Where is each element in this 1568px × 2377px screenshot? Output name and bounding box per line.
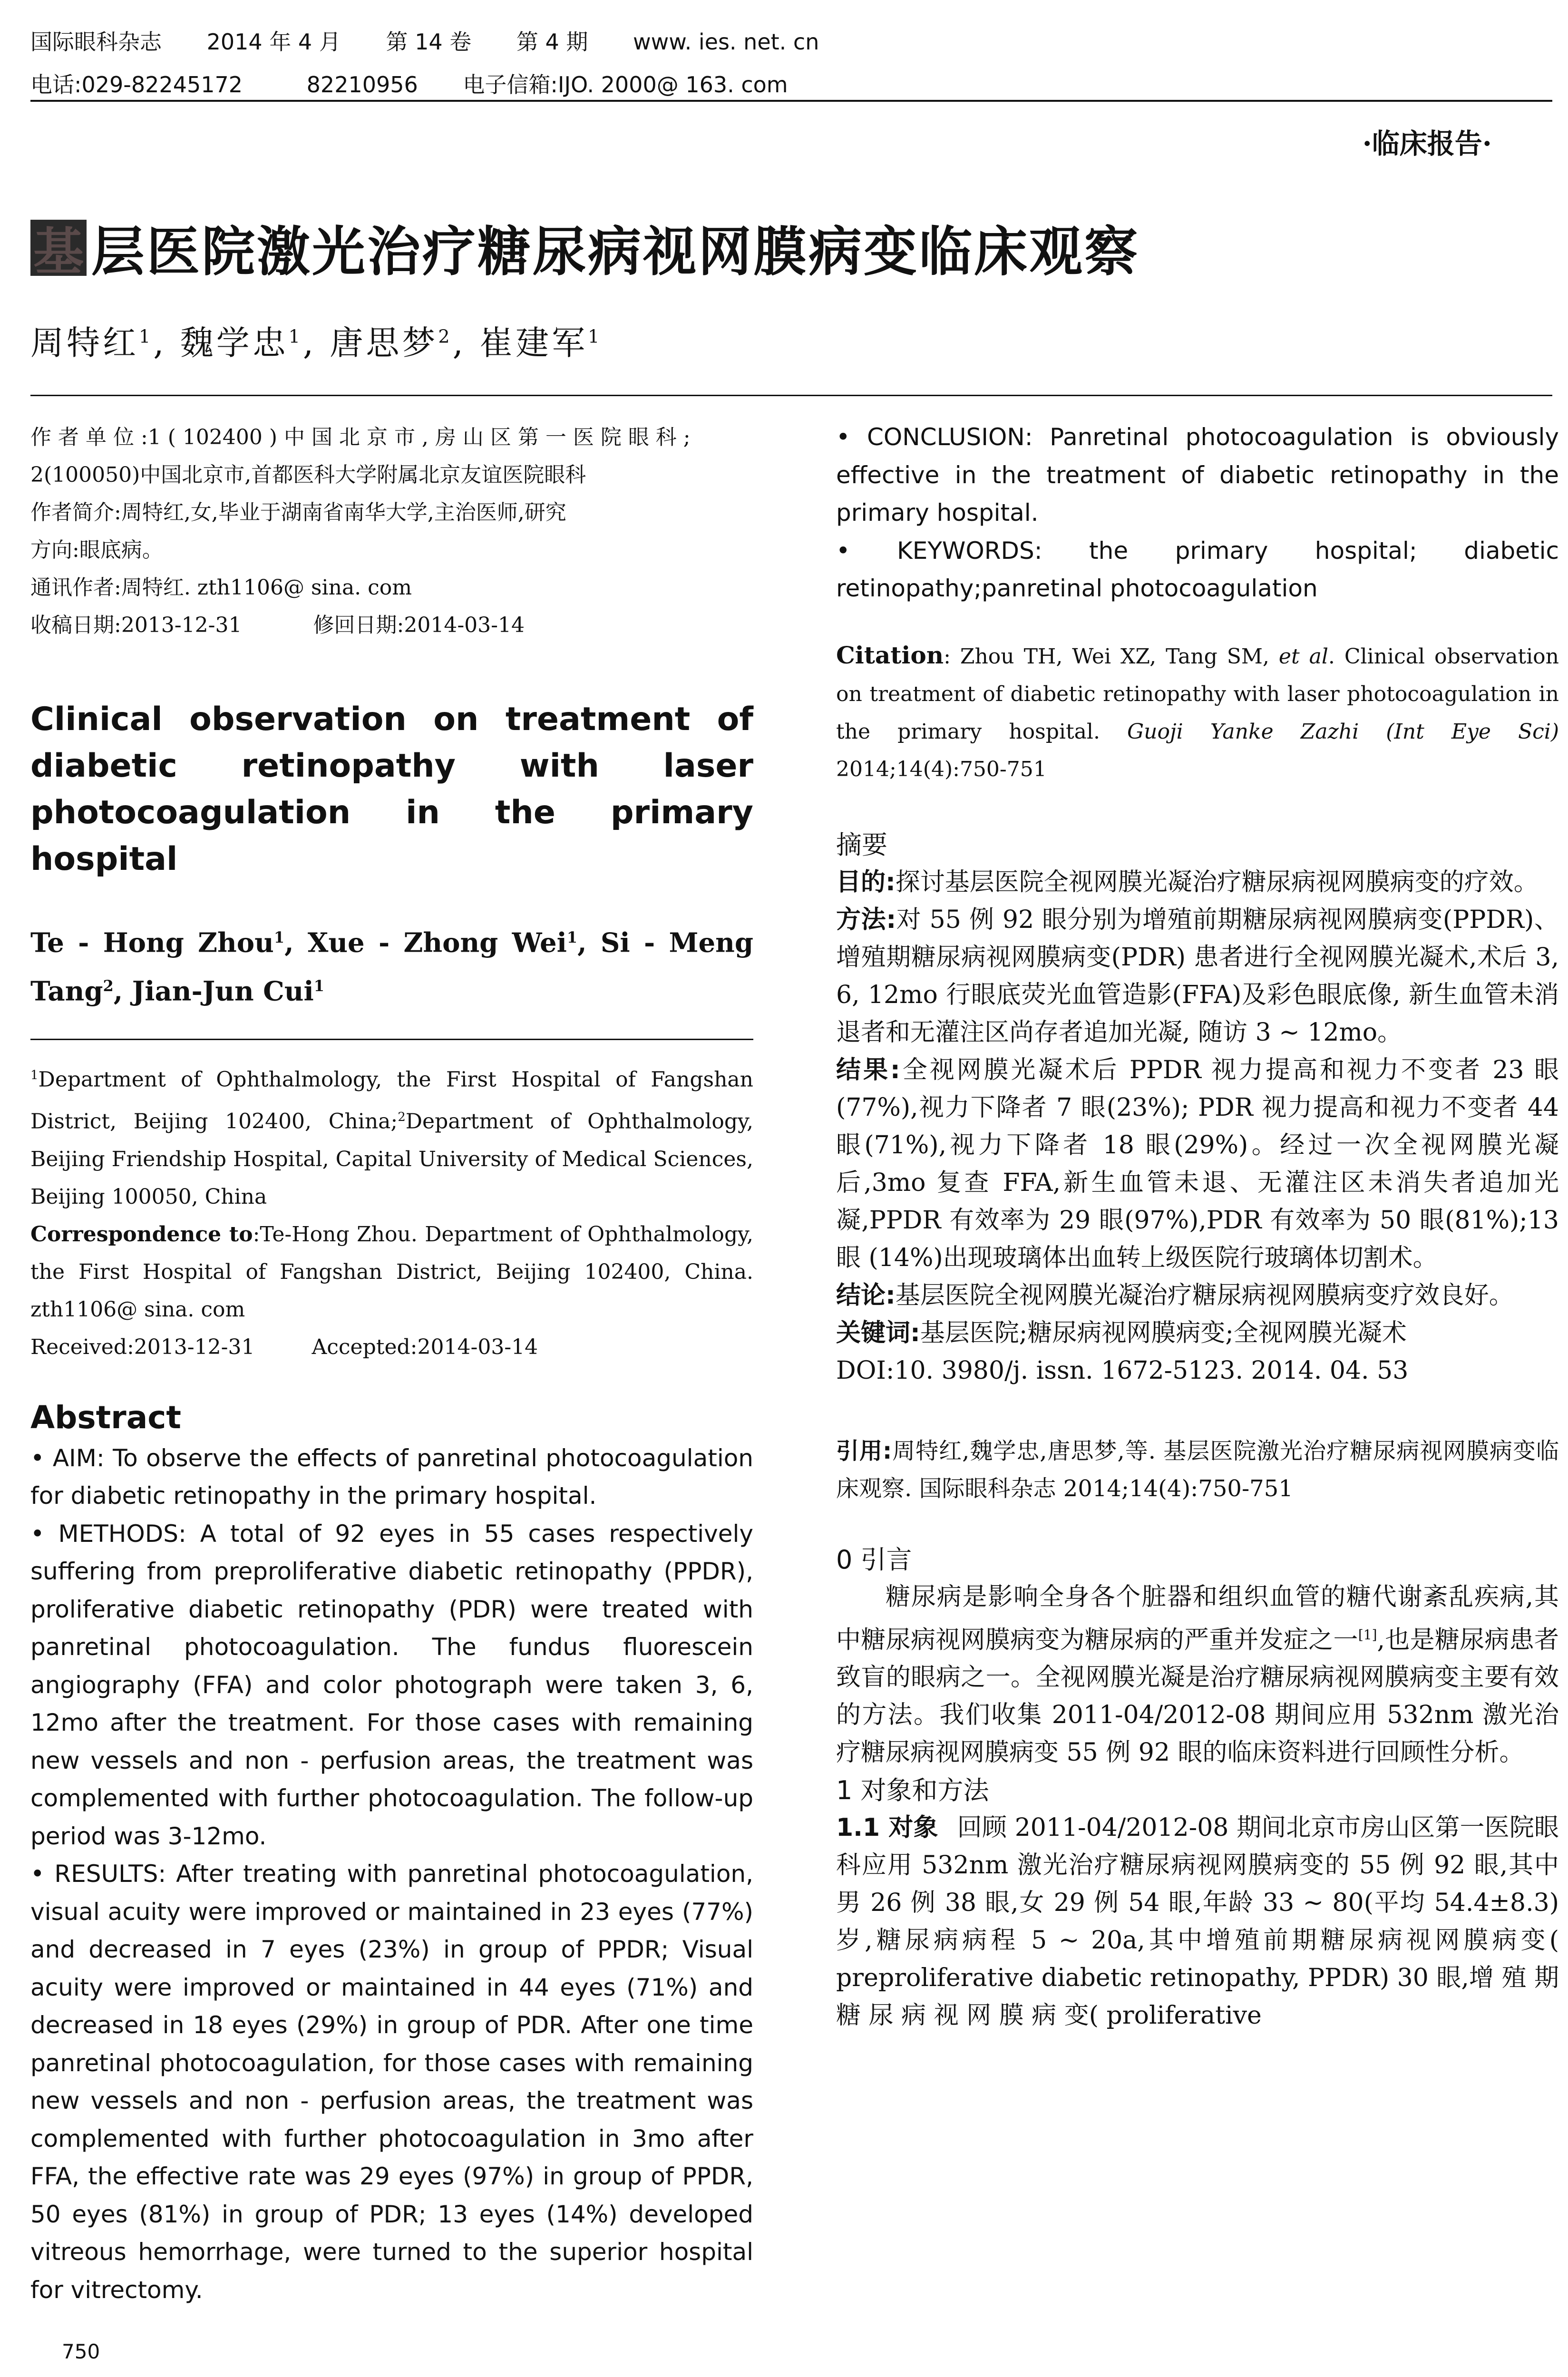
abstract-methods: • METHODS: A total of 92 eyes in 55 cases respectively suffering from preproliferative diabetic retinopathy (PPDR), proliferative diabetic retinopathy (PDR) were treated with panretinal photocoagulation. The fundus fluorescein angiography (FFA) and color photograph were taken 3, 6, 12mo after the treatment. For those cases with remaining new vessels and non - perfusion areas, the treatment was complemented with further photocoagulation. The follow-up period was 3-12mo. bbox=[30, 1520, 753, 1850]
corresponding-author: 通讯作者:周特红. zth1106@ sina. com bbox=[30, 575, 412, 600]
english-citation: Citation: Zhou TH, Wei XZ, Tang SM, et al. Clinical observation on treatment of diabetic retinopathy with laser photocoagulation in the primary hospital. Guoji Yanke Zazhi (Int Eye Sci) 2014;14(4):750-751 bbox=[836, 641, 1559, 781]
abstract-aim: • AIM: To observe the effects of panretinal photocoagulation for diabetic retinopathy in the primary hospital. bbox=[30, 1444, 753, 1510]
introduction: 0 引言 糖尿病是影响全身各个脏器和组织血管的糖代谢紊乱疾病,其中糖尿病视网膜病变为糖尿病的严重并发症之一[1],也是糖尿病患者致盲的眼病之一。全视网膜光凝是治疗糖尿病视网膜病变主要有效的方法。我们收集 2011-04/2012-08 期间应用 532nm 激光治疗糖尿病视网膜病变 55 例 92 眼的临床资料进行回顾性分析。 1 对象和方法 1.1 对象 回顾 2011-04/2012-08 期间北京市房山区第一医院眼科应用 532nm 激光治疗糖尿病视网膜病变的 55 例 92 眼,其中男 26 例 38 眼,女 29 例 54 眼,年龄 33 ~ 80(平均 54.4±8.3)岁,糖尿病病程 5 ~ 20a,其中增殖前期糖尿病视网膜病变( preproliferative diabetic retinopathy, PPDR) 30 眼,增 殖 期 糖 尿 病 视 网 膜 病 变( proliferative bbox=[836, 1541, 1559, 2035]
abstract-heading: Abstract bbox=[30, 1399, 181, 1436]
journal-header-line2 bbox=[30, 68, 826, 99]
english-authors: Te - Hong Zhou$^1$, Xue - Zhong Wei$^1$, Si - Meng Tang$^2$, Jian-Jun Cui$^1$ bbox=[30, 927, 753, 1007]
author-bio-1: 作者简介:周特红,女,毕业于湖南省南华大学,主治医师,研究 bbox=[30, 500, 566, 525]
correspondence-label: Correspondence to bbox=[30, 1222, 253, 1247]
abstract-body-cont bbox=[836, 419, 1559, 608]
right-column bbox=[836, 419, 1559, 2035]
title-rule bbox=[30, 395, 1552, 396]
methods-heading: 1 对象和方法 bbox=[836, 1775, 989, 1805]
authors-cn: 周特红$^1$, 魏学忠$^1$, 唐思梦$^2$, 崔建军$^1$ bbox=[30, 323, 603, 362]
issue: 第 4 期 bbox=[516, 29, 588, 55]
intro-heading: 0 引言 bbox=[836, 1544, 912, 1575]
cn-citation: 引用:周特红,魏学忠,唐思梦,等. 基层医院激光治疗糖尿病视网膜病变临床观察. 国际眼科杂志 2014;14(4):750-751 bbox=[836, 1437, 1559, 1502]
english-affiliation: $^1$Department of Ophthalmology, the First Hospital of Fangshan District, Beijing 102400, China;$^2$Department of Ophthalmology, Beijing Friendship Hospital, Capital University of Medical Sciences, Beijing 100050, China Correspondence to:Te-Hong Zhou. Department of Ophthalmology, the First Hospital of Fangshan District, Beijing 102400, China. zth1106@ sina. com Received:2013-12-31 Accepted:2014-03-14 bbox=[30, 1067, 753, 1359]
dates-cn: 收稿日期:2013-12-31 修回日期:2014-03-14 bbox=[30, 613, 525, 637]
author-unit-2: 2(100050)中国北京市,首都医科大学附属北京友谊医院眼科 bbox=[30, 463, 586, 487]
cn-abstract-heading: 摘要 bbox=[836, 829, 887, 860]
issue-date: 2014 年 4 月 bbox=[206, 29, 341, 55]
author-info bbox=[30, 419, 753, 644]
author-bio-2: 方向:眼底病。 bbox=[30, 538, 163, 562]
reference-marker[interactable]: [1] bbox=[1358, 1627, 1377, 1643]
affiliation-rule bbox=[30, 1039, 753, 1040]
cn-abstract: 摘要 目的:探讨基层医院全视网膜光凝治疗糖尿病视网膜病变的疗效。 方法:对 55 例 92 眼分别为增殖前期糖尿病视网膜病变(PPDR)、增殖期糖尿病视网膜病变(PDR) 患者进行全视网膜光凝术,术后 3, 6, 12mo 行眼底荧光血管造影(FFA)及彩色眼底像, 新生血管未消退者和无灌注区尚存者追加光凝, 随访 3 ~ 12mo。 结果:全视网膜光凝术后 PPDR 视力提高和视力不变者 23 眼(77%),视力下降者 7 眼(23%); PDR 视力提高和视力不变者 44 眼(71%),视力下降者 18 眼(29%)。经过一次全视网膜光凝后,3mo 复查 FFA,新生血管未退、无灌注区未消失者追加光凝,PPDR 有效率为 29 眼(97%),PDR 有效率为 50 眼(81%);13 眼 (14%)出现玻璃体出血转上级医院行玻璃体切割术。 结论:基层医院全视网膜光凝治疗糖尿病视网膜病变疗效良好。 关键词:基层医院;糖尿病视网膜病变;全视网膜光凝术 DOI:10. 3980/j. issn. 1672-5123. 2014. 04. 53 bbox=[836, 826, 1559, 1390]
title-text: 层医院激光治疗糖尿病视网膜病变临床观察 bbox=[91, 221, 1139, 283]
author-cn-1: 周特红 bbox=[30, 323, 139, 362]
article-category: ·临床报告· bbox=[1362, 127, 1492, 160]
doi: DOI:10. 3980/j. issn. 1672-5123. 2014. 04. 53 bbox=[836, 1356, 1409, 1385]
phone2: 82210956 bbox=[306, 72, 418, 97]
title-drop-cap: 基 bbox=[30, 220, 87, 276]
phone: 电话:029-82245172 bbox=[30, 72, 243, 97]
abstract-conclusion: • CONCLUSION: Panretinal photocoagulation is obviously effective in the treatment of diabetic retinopathy in the primary hospital. bbox=[836, 423, 1559, 526]
author-cn-3: 唐思梦 bbox=[330, 323, 438, 362]
volume: 第 14 卷 bbox=[386, 29, 472, 55]
page-number: 750 bbox=[62, 2340, 100, 2363]
email-link[interactable]: 电子信箱:IJO. 2000@ 163. com bbox=[463, 72, 788, 97]
citation-label: Citation bbox=[836, 641, 944, 669]
abstract-body bbox=[30, 1440, 753, 2309]
english-title: Clinical observation on treatment of diabetic retinopathy with laser photocoagulation in the primary hospital bbox=[30, 701, 753, 878]
journal-name: 国际眼科杂志 bbox=[30, 29, 162, 55]
journal-header-line1 bbox=[30, 25, 857, 56]
author-cn-2: 魏学忠 bbox=[180, 323, 289, 362]
article-title bbox=[30, 209, 1139, 286]
left-column bbox=[30, 419, 753, 2309]
author-cn-4: 崔建军 bbox=[479, 323, 588, 362]
abstract-keywords: • KEYWORDS: the primary hospital; diabetic retinopathy;panretinal photocoagulation bbox=[836, 536, 1559, 602]
website-link[interactable]: www. ies. net. cn bbox=[633, 29, 819, 55]
author-unit-1: 作 者 单 位 :1 ( 102400 ) 中 国 北 京 市 , 房 山 区 第 一 医 院 眼 科 ; bbox=[30, 425, 691, 449]
header-rule bbox=[30, 100, 1552, 102]
abstract-results: • RESULTS: After treating with panretinal photocoagulation, visual acuity were improved or maintained in 23 eyes (77%) and decreased in 7 eyes (23%) in group of PPDR; Visual acuity were improved or maintained in 44 eyes (71%) and decreased in 18 eyes (29%) in group of PDR. After one time panretinal photocoagulation, for those cases with remaining new vessels and non - perfusion areas, the treatment was complemented with further photocoagulation in 3mo after FFA, the effective rate was 29 eyes (97%) in group of PPDR, 50 eyes (81%) in group of PDR; 13 eyes (14%) developed vitreous hemorrhage, were turned to the superior hospital for vitrectomy. bbox=[30, 1860, 753, 2304]
